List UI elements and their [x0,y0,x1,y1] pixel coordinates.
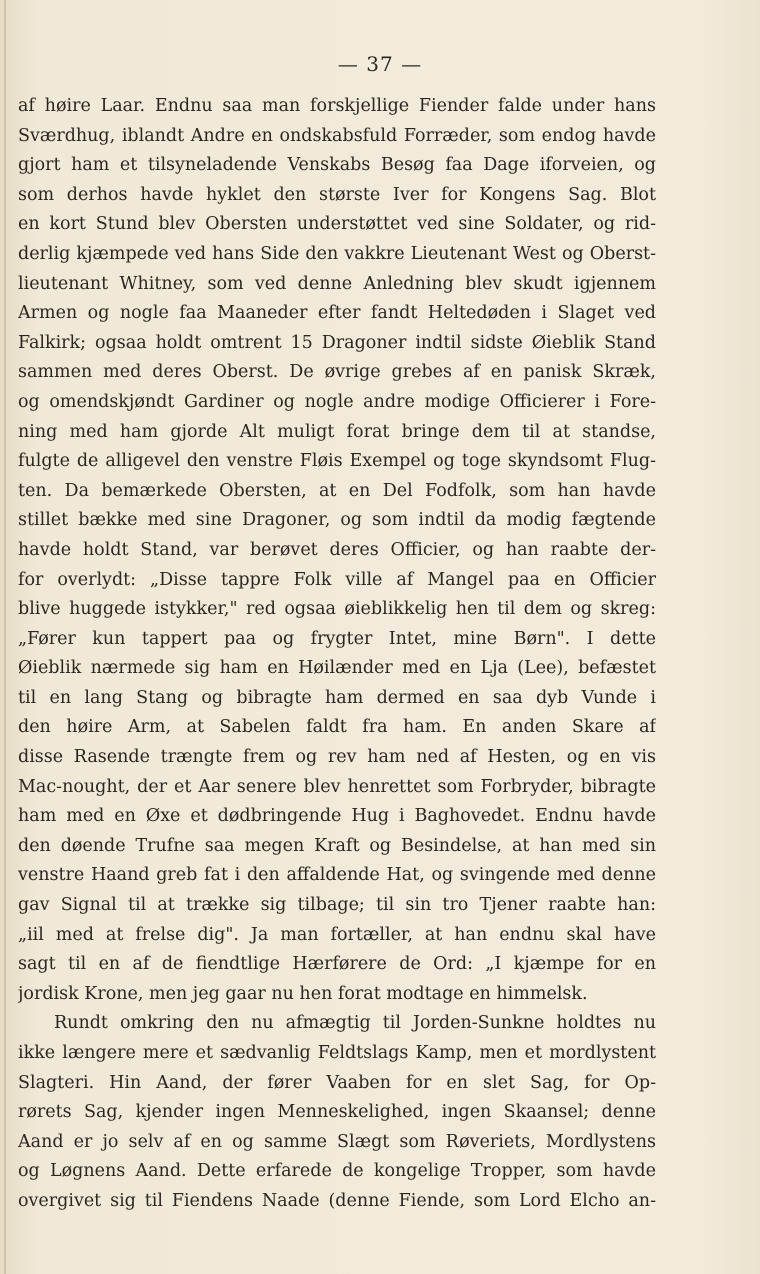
text-line: og omendskjøndt Gardiner og nogle andre modige Officierer i Fore- [18,391,656,412]
text-line: den høire Arm, at Sabelen faldt fra ham. En anden Skare af [18,717,656,738]
text-line: ning med ham gjorde Alt muligt forat bringe dem til at standse, [18,421,656,442]
text-line: Øieblik nærmede sig ham en Høilænder med en Lja (Lee), befæstet [18,658,656,679]
page-number: — 37 — [337,52,423,76]
text-line: gjort ham et tilsyneladende Venskabs Besøg faa Dage iforveien, og [18,155,656,176]
text-line: sagt til en af de fiendtlige Hærførere de Ord: „I kjæmpe for en [18,954,656,975]
text-line: Armen og nogle faa Maaneder efter fandt Heltedøden i Slaget ved [18,303,656,324]
text-line: disse Rasende trængte frem og rev ham ned af Hesten, og en vis [18,747,656,768]
page-edge [4,0,6,1274]
text-line: blive huggede istykker," red ogsaa øieblikkelig hen til dem og skreg: [18,599,656,620]
text-line: Mac-nought, der et Aar senere blev henrettet som Forbryder, bibragte [18,776,656,797]
text-line: „iil med at frelse dig". Ja man fortæller, at han endnu skal have [18,924,656,945]
text-line: lieutenant Whitney, som ved denne Anledning blev skudt igjennem [18,273,656,294]
text-line: ham med en Øxe et dødbringende Hug i Baghovedet. Endnu havde [18,806,656,827]
text-line: jordisk Krone, men jeg gaar nu hen forat modtage en himmelsk. [18,983,588,1004]
text-line: fulgte de alligevel den venstre Fløis Exempel og toge skyndsomt Flug- [18,451,656,472]
text-line: Sværdhug, iblandt Andre en ondskabsfuld Forræder, som endog havde [18,125,656,146]
text-line: Rundt omkring den nu afmægtig til Jorden-Sunkne holdtes nu [54,1013,656,1034]
text-line: venstre Haand greb fat i den affaldende Hat, og svingende med denne [18,865,656,886]
text-line: Aand er jo selv af en og samme Slægt som Røveriets, Mordlystens [18,1131,656,1152]
text-line: den døende Trufne saa megen Kraft og Besindelse, at han med sin [18,835,656,856]
text-line: en kort Stund blev Obersten understøttet ved sine Soldater, og rid- [18,214,656,235]
text-line: sammen med deres Oberst. De øvrige grebes af en panisk Skræk, [18,362,656,383]
text-line: ten. Da bemærkede Obersten, at en Del Fodfolk, som han havde [18,480,656,501]
text-line: overgivet sig til Fiendens Naade (denne Fiende, som Lord Elcho an- [18,1190,656,1211]
text-line: ikke længere mere et sædvanlig Feldtslags Kamp, men et mordlystent [18,1043,656,1063]
text-line: Falkirk; ogsaa holdt omtrent 15 Dragoner indtil sidste Øieblik Stand [18,332,656,353]
text-line: gav Signal til at trække sig tilbage; til sin tro Tjener raabte han: [18,895,656,916]
text-line: til en lang Stang og bibragte ham dermed en saa dyb Vunde i [18,687,656,708]
body-text [18,92,656,1217]
text-line: for overlydt: „Disse tappre Folk ville af Mangel paa en Officier [18,569,656,590]
text-line: derlig kjæmpede ved hans Side den vakkre Lieutenant West og Oberst- [18,243,656,264]
text-line: rørets Sag, kjender ingen Menneskelighed, ingen Skaansel; denne [18,1102,656,1123]
text-line: af høire Laar. Endnu saa man forskjellige Fiender falde under hans [18,96,656,116]
text-line: Slagteri. Hin Aand, der fører Vaaben for en slet Sag, for Op- [18,1072,656,1093]
text-line: havde holdt Stand, var berøvet deres Officier, og han raabte der- [18,539,656,560]
text-line: stillet bække med sine Dragoner, og som indtil da modig fægtende [18,510,656,531]
text-line: „Fører kun tappert paa og frygter Intet, mine Børn". I dette [18,628,656,649]
text-line: og Løgnens Aand. Dette erfarede de kongelige Tropper, som havde [18,1161,656,1182]
text-line: som derhos havde hyklet den største Iver for Kongens Sag. Blot [18,184,656,205]
